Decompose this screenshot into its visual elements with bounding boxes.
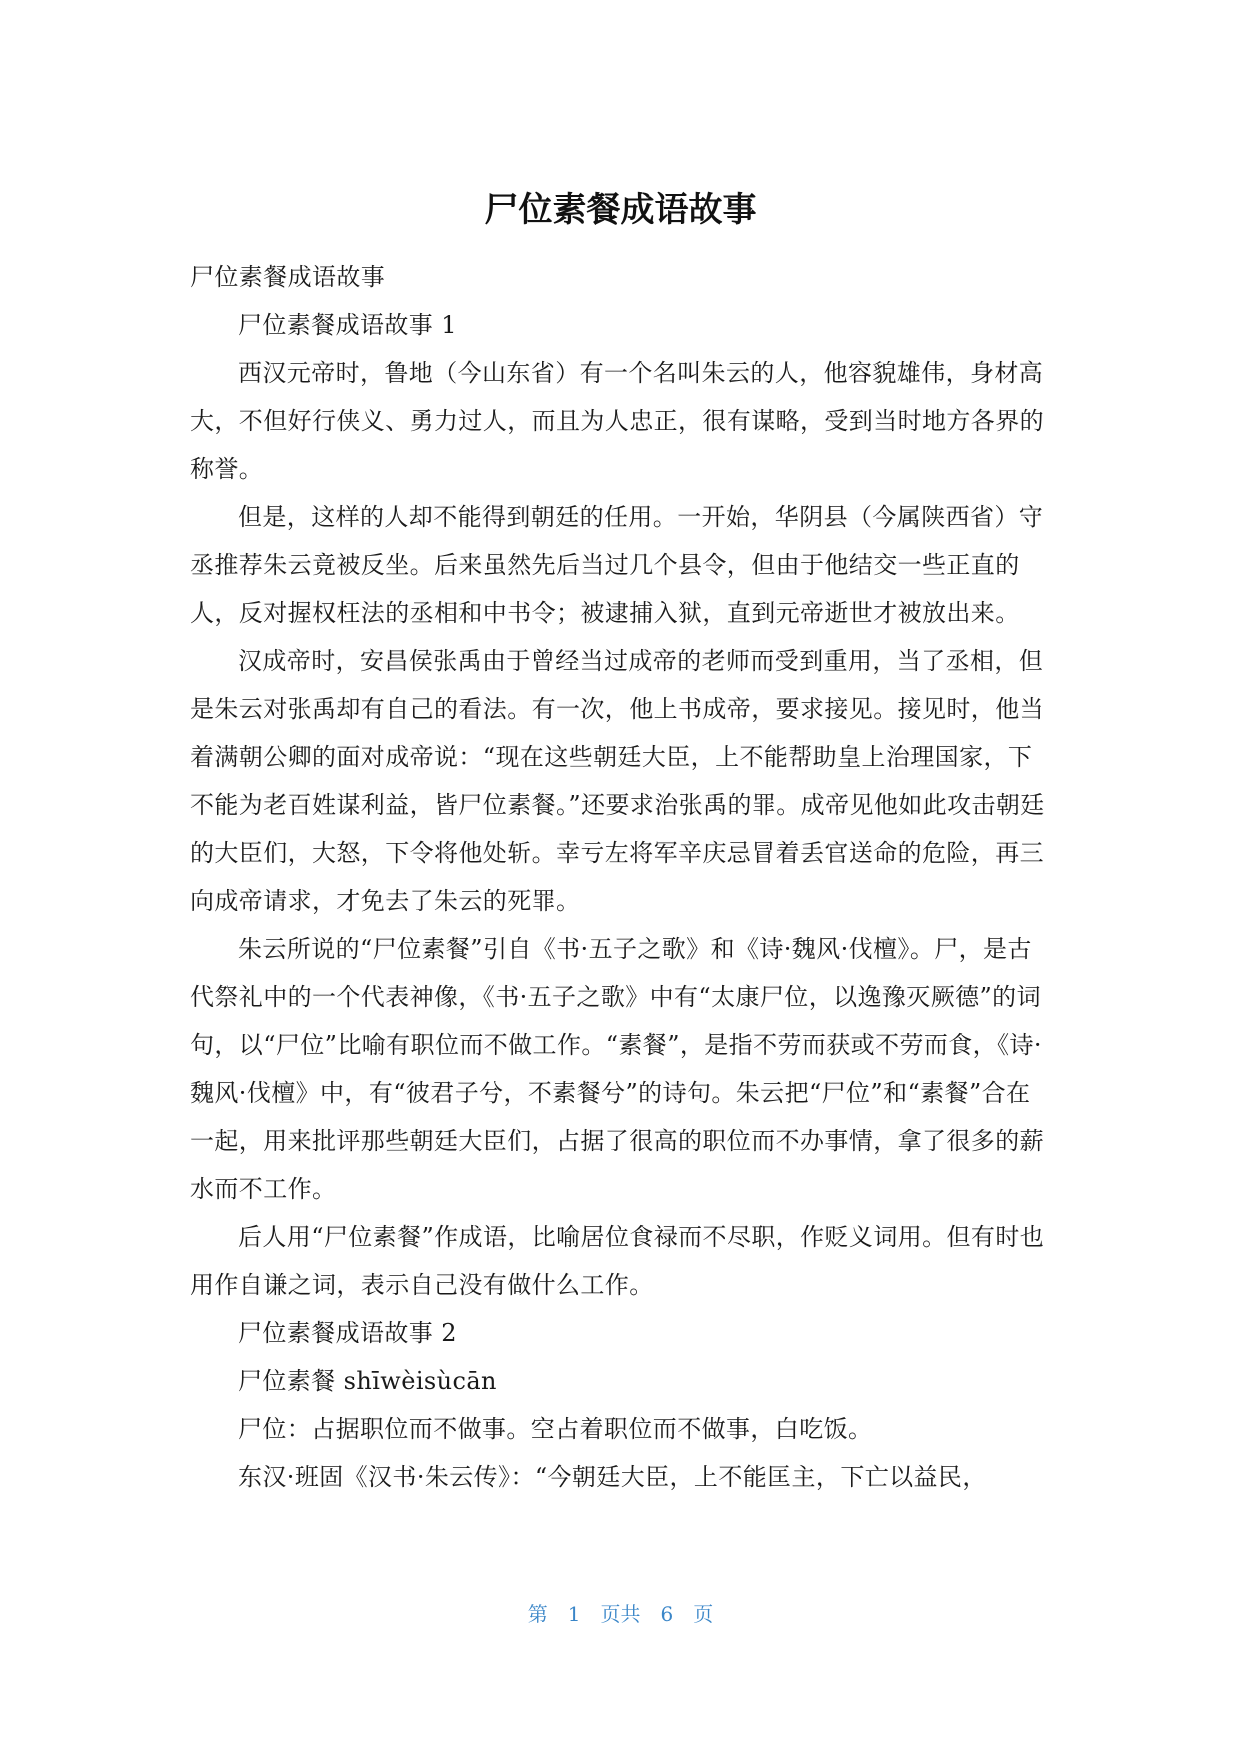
section-heading-2: 尸位素餐成语故事 2 — [238, 1319, 457, 1347]
paragraph: 尸位素餐 shīwèisùcān — [238, 1367, 497, 1395]
paragraph: 东汉·班固《汉书·朱云传》：“今朝廷大臣，上不能匡主，下亡以益民， — [238, 1463, 987, 1491]
section-heading-1: 尸位素餐成语故事 1 — [238, 311, 457, 339]
document-body — [190, 253, 1054, 1501]
paragraph: 后人用“尸位素餐”作成语，比喻居位食禄而不尽职，作贬义词用。但有时也用作自谦之词，表示自己没有做什么工作。 — [190, 1223, 1045, 1299]
paragraph: 尸位：占据职位而不做事。空占着职位而不做事，白吃饭。 — [238, 1415, 873, 1443]
paragraph-heading: 尸位素餐成语故事 — [190, 263, 386, 291]
paragraph: 汉成帝时，安昌侯张禹由于曾经当过成帝的老师而受到重用，当了丞相，但是朱云对张禹却有自己的看法。有一次，他上书成帝，要求接见。接见时，他当着满朝公卿的面对成帝说：“现在这些朝廷大臣，上不能帮助皇上治理国家，下不能为老百姓谋利益，皆尸位素餐。”还要求治张禹的罪。成帝见他如此攻击朝廷的大臣们，大怒，下令将他处斩。幸亏左将军辛庆忌冒着丢官送命的危险，再三向成帝请求，才免去了朱云的死罪。 — [190, 647, 1045, 915]
document-title: 尸位素餐成语故事 — [484, 190, 757, 230]
footer-current-page: 1 — [567, 1602, 581, 1626]
footer-label-page: 第 — [527, 1602, 548, 1626]
page-footer — [0, 1599, 1241, 1629]
paragraph: 西汉元帝时，鲁地（今山东省）有一个名叫朱云的人，他容貌雄伟，身材高大，不但好行侠义、勇力过人，而且为人忠正，很有谋略，受到当时地方各界的称誉。 — [190, 359, 1044, 483]
paragraph: 但是，这样的人却不能得到朝廷的任用。一开始，华阴县（今属陕西省）守丞推荐朱云竟被反坐。后来虽然先后当过几个县令，但由于他结交一些正直的人，反对握权枉法的丞相和中书令；被逮捕入狱，直到元帝逝世才被放出来。 — [190, 503, 1044, 627]
footer-total-pages: 6 — [660, 1602, 674, 1626]
footer-label-of: 页共 — [600, 1602, 641, 1626]
footer-label-end: 页 — [693, 1602, 714, 1626]
paragraph: 朱云所说的“尸位素餐”引自《书·五子之歌》和《诗·魏风·伐檀》。尸，是古代祭礼中的一个代表神像，《书·五子之歌》中有“太康尸位，以逸豫灭厥德”的词句，以“尸位”比喻有职位而不做工作。“素餐”，是指不劳而获或不劳而食，《诗·魏风·伐檀》中，有“彼君子兮，不素餐兮”的诗句。朱云把“尸位”和“素餐”合在一起，用来批评那些朝廷大臣们，占据了很高的职位而不办事情，拿了很多的薪水而不工作。 — [190, 935, 1044, 1203]
